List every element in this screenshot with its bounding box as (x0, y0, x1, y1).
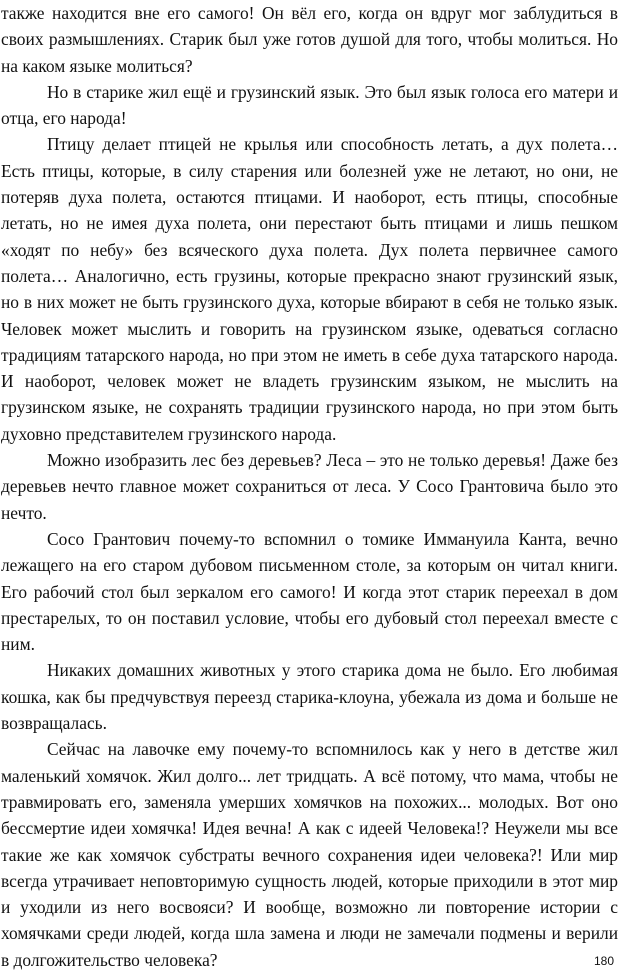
paragraph: Сейчас на лавочке ему почему-то вспомнилось как у него в детстве жил маленький хомячок. Жил долго... лет тридцать. А всё потому, что мама, чтобы не травмировать его, заменяла умерших хомячков на похожих... молодых. Вот оно бессмертие идеи хомячка! Идея вечна! А как с идеей Человека!? Неужели мы все такие же как хомячок субстраты вечного сохранения идеи человека?! Или мир всегда утрачивает неповторимую сущность людей, которые приходили в этот мир и уходили из него восвояси? И вообще, возможно ли повторение истории с хомячками среди людей, когда шла замена и люди не замечали подмены и верили в долгожительство человека? (1, 739, 618, 970)
paragraph: Но в старике жил ещё и грузинский язык. Это был язык голоса его матери и отца, его народа! (1, 81, 618, 129)
paragraph: Сосо Грантович почему-то вспомнил о томике Иммануила Канта, вечно лежащего на его старом дубовом письменном столе, за которым он читал книги. Его рабочий стол был зеркалом его самого! И когда этот старик переехал в дом престарелых, то он поставил условие, чтобы его дубовый стол переехал вместе с ним. (1, 528, 618, 655)
paragraph-continuation: также находится вне его самого! Он вёл его, когда он вдруг мог заблудиться в своих размышлениях. Старик был уже готов душой для того, чтобы молиться. Но на каком языке молиться? (1, 3, 618, 76)
page-number: 180 (593, 954, 614, 968)
paragraph: Никаких домашних животных у этого старика дома не было. Его любимая кошка, как бы предчувствуя переезд старика-клоуна, убежала из дома и больше не возвращалась. (1, 660, 618, 734)
paragraph: Можно изобразить лес без деревьев? Леса – это не только деревья! Даже без деревьев нечто главное может сохраниться от леса. У Сосо Грантовича было это нечто. (1, 450, 618, 523)
paragraph: Птицу делает птицей не крылья или способность летать, а дух полета… Есть птицы, которые, в силу старения или болезней уже не летают, но они, не потеряв духа полета, остаются птицами. И наоборот, есть птицы, способные летать, но не имея духа полета, они перестают быть птицами и лишь пешком «ходят по небу» без всяческого духа полета. Дух полета первичнее самого полета… Аналогично, есть грузины, которые прекрасно знают грузинский язык, но в них может не быть грузинского духа, которые вбирают в себя не только язык. Человек может мыслить и говорить на грузинском языке, одеваться согласно традициям татарского народа, но при этом не иметь в себе духа татарского народа. И наоборот, человек может не владеть грузинским языком, не мыслить на грузинском языке, не сохранять традиции грузинского народа, но при этом быть духовно представителем грузинского народа. (1, 134, 618, 444)
body-text (1, 0, 618, 973)
